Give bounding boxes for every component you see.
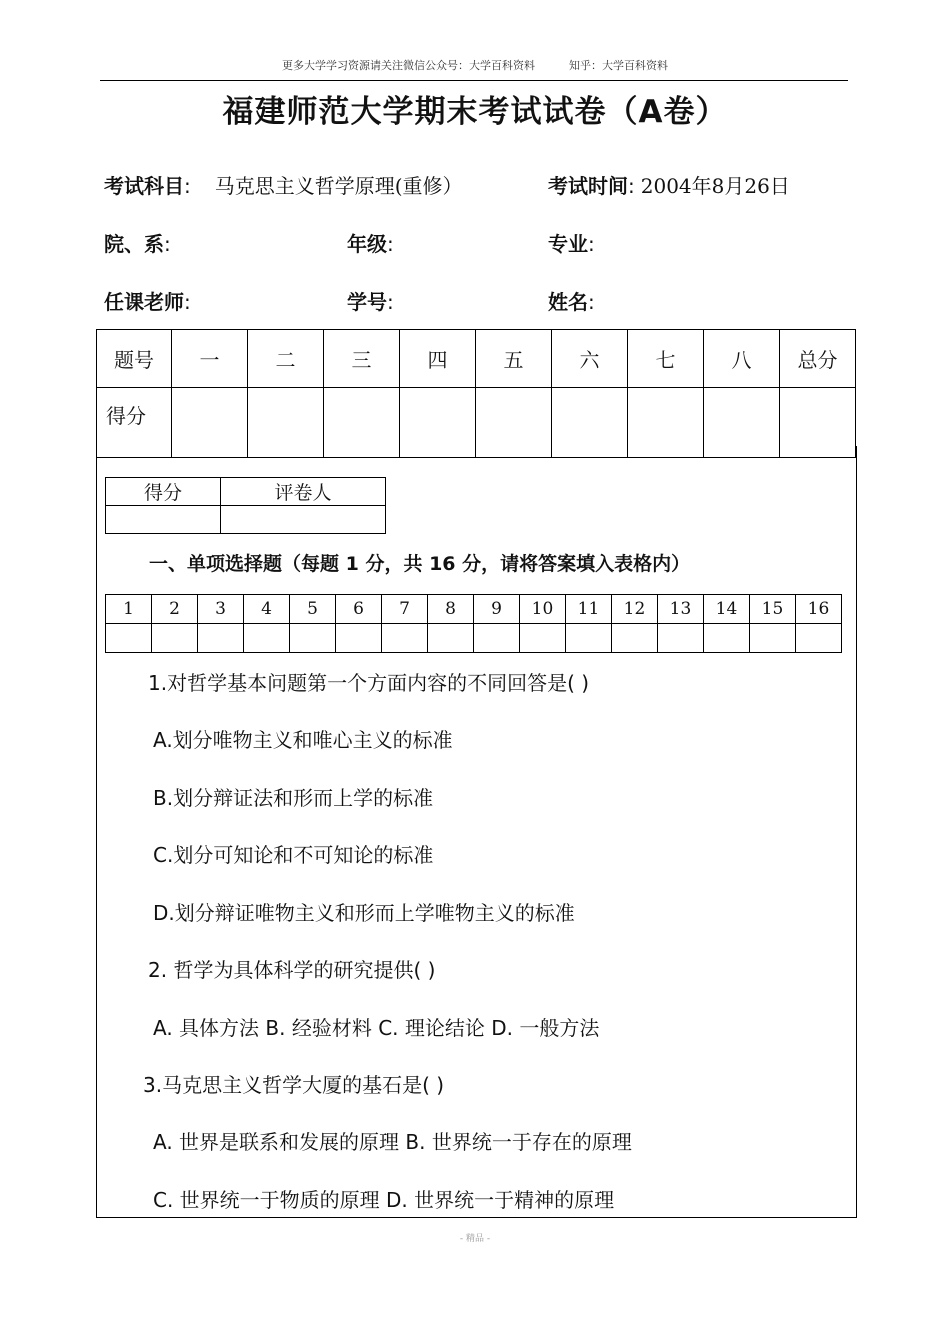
score-header-cell: 八 — [704, 330, 780, 388]
answer-input-cell[interactable] — [106, 624, 152, 653]
question-2: 2. 哲学为具体科学的研究提供( ) — [148, 958, 436, 982]
question-1-option-c: C.划分可知论和不可知论的标准 — [153, 843, 434, 867]
question-1: 1.对哲学基本问题第一个方面内容的不同回答是( ) — [148, 671, 590, 695]
answer-number-cell: 4 — [244, 595, 290, 624]
dept-field: 院、系: — [104, 232, 171, 256]
major-label: 专业 — [548, 232, 588, 256]
score-table — [96, 329, 856, 458]
grader-score-cell[interactable] — [106, 506, 221, 534]
header-note-left: 更多大学学习资源请关注微信公众号：大学百科资料 — [282, 59, 535, 72]
answer-number-cell: 10 — [520, 595, 566, 624]
exam-title: 福建师范大学期末考试试卷（A卷） — [222, 94, 728, 130]
student-id-label: 学号 — [347, 290, 387, 314]
question-3: 3.马克思主义哲学大厦的基石是( ) — [143, 1073, 445, 1097]
grade-label: 年级 — [347, 232, 387, 256]
answer-number-cell: 13 — [658, 595, 704, 624]
name-label: 姓名 — [548, 290, 588, 314]
question-1-option-b: B.划分辩证法和形而上学的标准 — [153, 786, 434, 810]
score-header-cell: 六 — [552, 330, 628, 388]
answer-number-cell: 11 — [566, 595, 612, 624]
answer-input-cell[interactable] — [704, 624, 750, 653]
answer-number-cell: 16 — [796, 595, 842, 624]
answer-input-cell[interactable] — [566, 624, 612, 653]
grader-table — [105, 477, 386, 534]
header-rule — [100, 80, 848, 81]
answer-input-cell[interactable] — [152, 624, 198, 653]
time-label: 考试时间 — [548, 174, 628, 198]
question-3-options-cd: C. 世界统一于物质的原理 D. 世界统一于精神的原理 — [153, 1188, 615, 1212]
grade-field: 年级: — [347, 232, 394, 256]
answer-input-cell[interactable] — [658, 624, 704, 653]
question-3-options-ab: A. 世界是联系和发展的原理 B. 世界统一于存在的原理 — [153, 1130, 632, 1154]
dept-label: 院、系 — [104, 232, 164, 256]
answer-number-cell: 12 — [612, 595, 658, 624]
score-row-label: 得分 — [97, 388, 172, 458]
score-header-cell: 四 — [400, 330, 476, 388]
answer-number-cell: 6 — [336, 595, 382, 624]
question-1-option-a: A.划分唯物主义和唯心主义的标准 — [153, 728, 453, 752]
answer-number-cell: 7 — [382, 595, 428, 624]
student-id-field: 学号: — [347, 290, 394, 314]
grader-name-cell[interactable] — [221, 506, 386, 534]
answer-input-cell[interactable] — [290, 624, 336, 653]
score-header-cell: 二 — [248, 330, 324, 388]
answer-input-cell[interactable] — [612, 624, 658, 653]
answer-input-cell[interactable] — [428, 624, 474, 653]
question-2-options: A. 具体方法 B. 经验材料 C. 理论结论 D. 一般方法 — [153, 1016, 600, 1040]
answer-number-row — [106, 595, 842, 624]
subject-label: 考试科目 — [104, 174, 184, 198]
grader-score-label: 得分 — [106, 478, 221, 506]
teacher-label: 任课老师 — [104, 290, 184, 314]
time-field: 考试时间: 2004年8月26日 — [548, 174, 790, 198]
page-footer: - 精品 - — [459, 1234, 491, 1244]
score-header-cell: 三 — [324, 330, 400, 388]
header-note — [0, 57, 950, 73]
answer-number-cell: 3 — [198, 595, 244, 624]
answer-table — [105, 594, 842, 653]
score-table-header-row — [97, 330, 856, 388]
answer-input-cell[interactable] — [520, 624, 566, 653]
answer-input-cell[interactable] — [198, 624, 244, 653]
answer-input-cell[interactable] — [336, 624, 382, 653]
answer-number-cell: 2 — [152, 595, 198, 624]
answer-number-cell: 9 — [474, 595, 520, 624]
answer-number-cell: 15 — [750, 595, 796, 624]
answer-number-cell: 8 — [428, 595, 474, 624]
subject-field: 考试科目: 马克思主义哲学原理(重修） — [104, 174, 463, 198]
answer-number-cell: 5 — [290, 595, 336, 624]
answer-input-cell[interactable] — [474, 624, 520, 653]
score-header-cell: 题号 — [97, 330, 172, 388]
question-1-option-d: D.划分辩证唯物主义和形而上学唯物主义的标准 — [153, 901, 575, 925]
name-field: 姓名: — [548, 290, 595, 314]
teacher-field: 任课老师: — [104, 290, 191, 314]
answer-number-cell: 14 — [704, 595, 750, 624]
section-one-heading: 一、单项选择题（每题 1 分，共 16 分，请将答案填入表格内） — [149, 553, 691, 575]
header-note-right: 知乎：大学百科资料 — [569, 59, 668, 72]
score-header-cell: 一 — [172, 330, 248, 388]
answer-input-cell[interactable] — [796, 624, 842, 653]
major-field: 专业: — [548, 232, 595, 256]
score-header-cell: 七 — [628, 330, 704, 388]
answer-input-cell[interactable] — [244, 624, 290, 653]
time-value: 2004年8月26日 — [640, 174, 790, 198]
subject-value: 马克思主义哲学原理(重修） — [214, 174, 463, 198]
answer-input-cell[interactable] — [750, 624, 796, 653]
answer-input-row — [106, 624, 842, 653]
answer-input-cell[interactable] — [382, 624, 428, 653]
grader-name-label: 评卷人 — [221, 478, 386, 506]
score-header-cell: 五 — [476, 330, 552, 388]
score-header-cell: 总分 — [780, 330, 856, 388]
answer-number-cell: 1 — [106, 595, 152, 624]
